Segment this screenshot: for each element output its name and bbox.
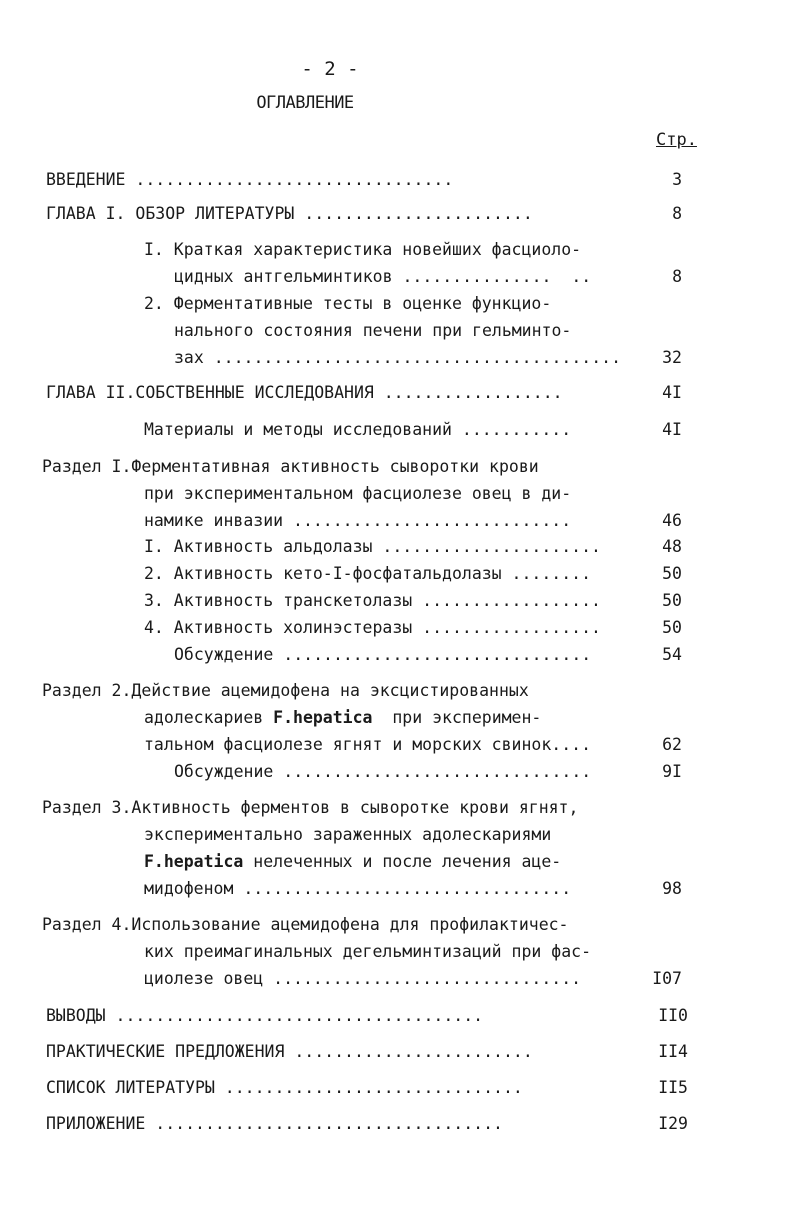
toc-page-number: 50 (662, 591, 682, 610)
toc-entry: I. Активность альдолазы ...................... (144, 537, 601, 556)
toc-page-number: 48 (662, 537, 682, 556)
toc-page-number: 32 (662, 348, 682, 367)
toc-entry-references: СПИСОК ЛИТЕРАТУРЫ .............................. (46, 1078, 523, 1097)
toc-entry: при экспериментальном фасциолезе овец в ди- (144, 484, 572, 503)
toc-entry: тальном фасциолезе ягнят и морских свинок.... (144, 735, 592, 754)
toc-entry-section-3: Раздел 3.Активность ферментов в сыворотке крови ягнят, (42, 798, 579, 817)
toc-text: адолескариев (144, 708, 274, 727)
toc-page-number: II0 (658, 1006, 688, 1025)
toc-page-number: II5 (658, 1078, 688, 1097)
toc-entry-section-4: Раздел 4.Использование ацемидофена для профилактичес- (42, 915, 569, 934)
toc-entry: цидных антгельминтиков ............... .. (174, 267, 592, 286)
toc-entry (144, 708, 541, 730)
toc-page-number: 50 (662, 618, 682, 637)
toc-entry-introduction: ВВЕДЕНИЕ ................................ (46, 170, 454, 189)
toc-page-number: 8 (672, 267, 682, 286)
toc-entry: экспериментально зараженных адолескариями (144, 825, 552, 844)
toc-page-number: 3 (672, 170, 682, 189)
toc-entry: I. Краткая характеристика новейших фасциоло- (144, 240, 582, 259)
toc-page-number: 50 (662, 564, 682, 583)
toc-entry: нального состояния печени при гельминто- (174, 321, 572, 340)
toc-page-number: 46 (662, 511, 682, 530)
toc-page-number: 54 (662, 645, 682, 664)
toc-entry-recommendations: ПРАКТИЧЕСКИЕ ПРЕДЛОЖЕНИЯ ........................ (46, 1042, 533, 1061)
toc-entry: циолезе овец ............................... (144, 969, 582, 988)
toc-entry: 4. Активность холинэстеразы .................. (144, 618, 601, 637)
toc-text: при эксперимен- (372, 708, 542, 727)
toc-entry: мидофеном ................................. (144, 879, 572, 898)
toc-entry-chapter-2: ГЛАВА II.СОБСТВЕННЫЕ ИССЛЕДОВАНИЯ .................. (46, 383, 563, 402)
toc-entry: 2. Активность кето-I-фосфатальдолазы ........ (144, 564, 592, 583)
toc-entry-section-2: Раздел 2.Действие ацемидофена на эксцистированных (42, 681, 529, 700)
toc-entry (144, 852, 561, 874)
toc-entry-appendix: ПРИЛОЖЕНИЕ ................................... (46, 1114, 503, 1133)
page-number: - 2 - (301, 58, 359, 80)
toc-entry: 3. Активность транскетолазы .................. (144, 591, 601, 610)
toc-entry-section-1: Раздел I.Ферментативная активность сыворотки крови (42, 457, 539, 476)
toc-entry: 2. Ферментативные тесты в оценке функцио- (144, 294, 552, 313)
toc-page-number: 8 (672, 204, 682, 223)
toc-entry-discussion: Обсуждение ............................... (174, 762, 592, 781)
species-name: F.hepatica (144, 852, 244, 871)
page-title: ОГЛАВЛЕНИЕ (256, 93, 354, 113)
toc-entry-discussion: Обсуждение ............................... (174, 645, 592, 664)
toc-entry: Материалы и методы исследований ........... (144, 420, 572, 439)
toc-text: нелеченных и после лечения аце- (243, 852, 562, 871)
species-name: F.hepatica (273, 708, 373, 727)
toc-page-number: 4I (662, 420, 682, 439)
toc-page-number: I07 (652, 969, 682, 988)
toc-entry: ких преимагинальных дегельминтизаций при фас- (144, 942, 592, 961)
toc-entry: намике инвазии ............................ (144, 511, 572, 530)
toc-entry-conclusions: ВЫВОДЫ ..................................... (46, 1006, 484, 1025)
toc-page-number: I29 (658, 1114, 688, 1133)
toc-page-number: 98 (662, 879, 682, 898)
toc-entry: зах ......................................... (174, 348, 622, 367)
page-column-label: Стр. (656, 130, 697, 150)
toc-page-number: II4 (658, 1042, 688, 1061)
toc-page-number: 62 (662, 735, 682, 754)
toc-entry-chapter-1: ГЛАВА I. ОБЗОР ЛИТЕРАТУРЫ ....................... (46, 204, 533, 223)
toc-page-number: 9I (662, 762, 682, 781)
toc-page-number: 4I (662, 383, 682, 402)
